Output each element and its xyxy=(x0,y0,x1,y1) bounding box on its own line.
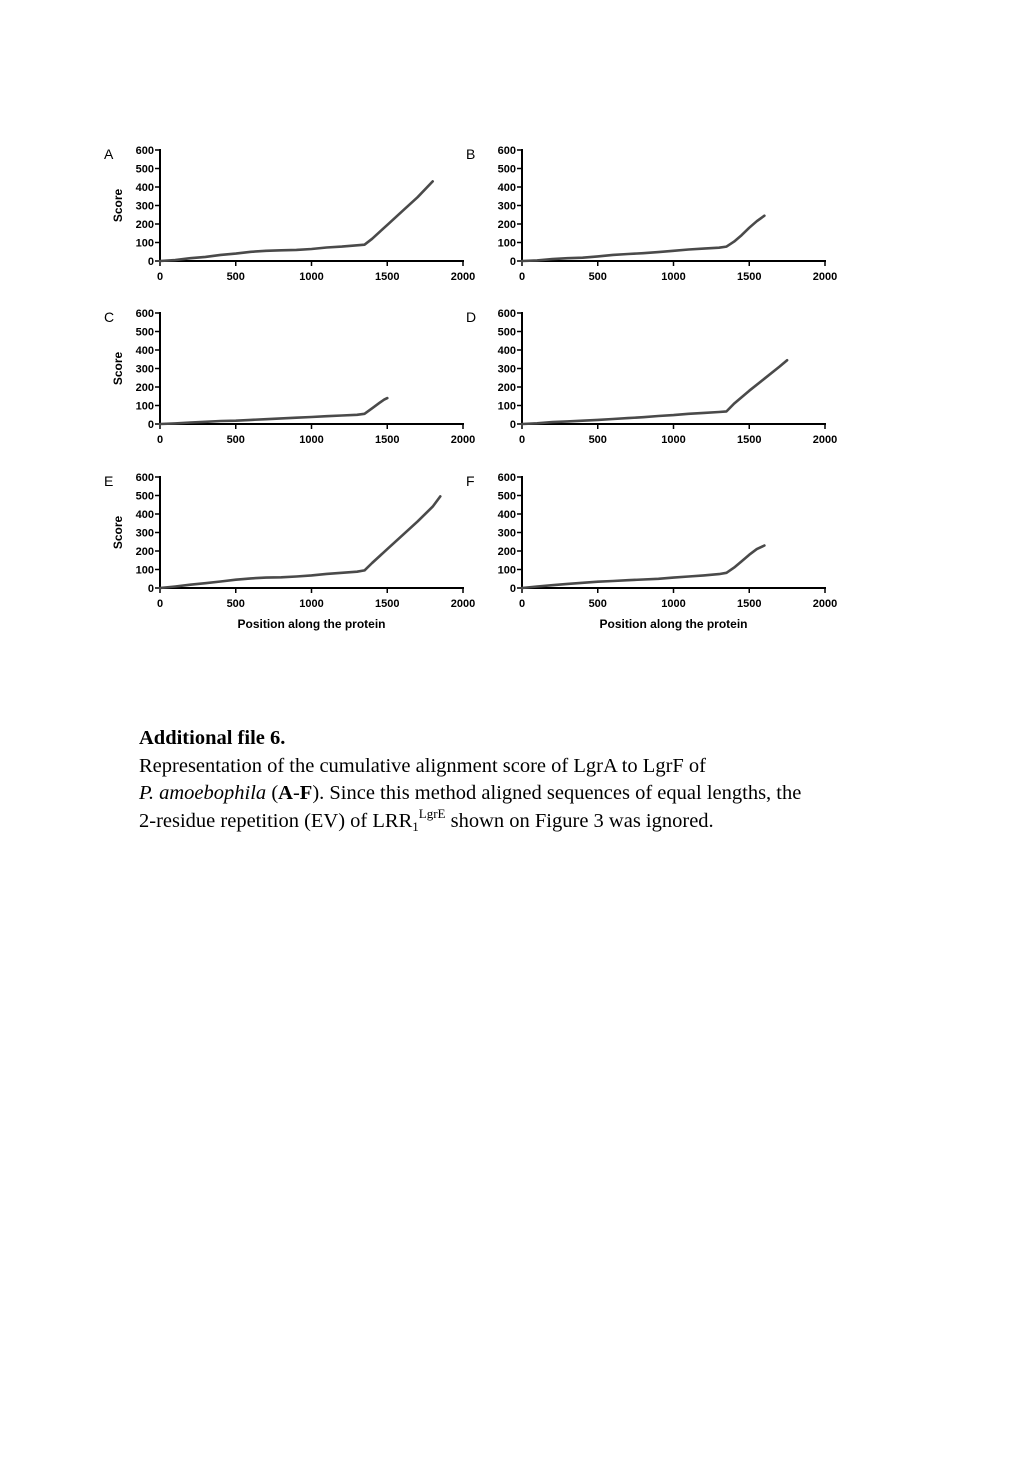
x-tick-label: 0 xyxy=(156,434,164,446)
panel-label: D xyxy=(466,309,477,325)
y-tick-label: 0 xyxy=(509,583,516,595)
y-tick-label: 100 xyxy=(497,400,516,413)
y-tick-label: 500 xyxy=(135,163,154,176)
y-tick-label: 600 xyxy=(497,472,516,484)
y-tick-label: 600 xyxy=(135,308,154,320)
x-tick-label: 1000 xyxy=(299,434,324,446)
y-tick-label: 600 xyxy=(497,308,516,320)
lrr-superscript: LgrE xyxy=(418,805,446,821)
x-tick-label: 500 xyxy=(588,271,607,283)
y-tick-label: 300 xyxy=(497,527,516,540)
x-tick-label: 1500 xyxy=(375,434,400,446)
y-tick-label: 300 xyxy=(497,200,516,213)
x-tick-label: 1500 xyxy=(375,598,400,610)
x-tick-label: 1500 xyxy=(737,271,762,283)
y-axis-title: Score xyxy=(111,515,125,550)
series-line xyxy=(522,546,764,589)
lrr-subscript: 1 xyxy=(412,818,419,834)
series-line xyxy=(522,216,764,261)
y-tick-label: 300 xyxy=(135,363,154,376)
y-tick-label: 100 xyxy=(497,237,516,250)
y-tick-label: 0 xyxy=(509,256,516,268)
x-tick-label: 2000 xyxy=(450,598,476,610)
chart-panel-a xyxy=(104,145,475,283)
y-tick-label: 300 xyxy=(135,200,154,213)
y-tick-label: 300 xyxy=(135,527,154,540)
y-tick-label: 100 xyxy=(135,564,154,577)
x-tick-label: 0 xyxy=(518,434,526,446)
figure-caption xyxy=(139,725,919,835)
y-tick-label: 600 xyxy=(135,472,154,484)
panel-label: F xyxy=(466,473,475,489)
chart-figure xyxy=(0,0,1024,660)
y-tick-label: 500 xyxy=(135,326,154,339)
y-tick-label: 200 xyxy=(497,219,516,231)
y-tick-label: 500 xyxy=(135,490,154,503)
x-tick-label: 0 xyxy=(518,271,526,283)
y-tick-label: 400 xyxy=(135,182,154,194)
y-tick-label: 400 xyxy=(497,509,516,521)
y-tick-label: 0 xyxy=(147,583,154,595)
y-tick-label: 100 xyxy=(497,564,516,577)
x-tick-label: 1500 xyxy=(737,434,762,446)
x-axis-title: Position along the protein xyxy=(237,617,386,631)
y-tick-label: 500 xyxy=(497,326,516,339)
series-line xyxy=(160,181,433,261)
y-tick-label: 200 xyxy=(135,546,154,558)
caption-line-1: Representation of the cumulative alignment score of LgrA to LgrF of xyxy=(139,754,707,777)
y-tick-label: 400 xyxy=(135,345,154,357)
y-tick-label: 400 xyxy=(497,345,516,357)
x-tick-label: 1000 xyxy=(299,598,324,610)
y-tick-label: 400 xyxy=(497,182,516,194)
panel-label: B xyxy=(466,146,476,162)
x-tick-label: 0 xyxy=(518,598,526,610)
y-tick-label: 300 xyxy=(497,363,516,376)
x-axis-title: Position along the protein xyxy=(599,617,748,631)
y-tick-label: 200 xyxy=(135,382,154,394)
x-tick-label: 1000 xyxy=(661,271,686,283)
panel-label: C xyxy=(104,309,115,325)
y-tick-label: 600 xyxy=(497,145,516,157)
x-tick-label: 2000 xyxy=(450,434,476,446)
y-tick-label: 100 xyxy=(135,400,154,413)
y-tick-label: 200 xyxy=(135,219,154,231)
y-tick-label: 200 xyxy=(497,546,516,558)
panel-range-end: F xyxy=(299,782,313,804)
x-tick-label: 1000 xyxy=(661,598,686,610)
x-tick-label: 500 xyxy=(588,598,607,610)
x-tick-label: 0 xyxy=(156,271,164,283)
panel-label: A xyxy=(104,146,114,162)
chart-panel-c xyxy=(104,308,475,446)
chart-panel-d xyxy=(466,308,837,446)
series-line xyxy=(160,398,387,424)
species-name: P. amoebophila xyxy=(139,782,267,804)
y-tick-label: 500 xyxy=(497,490,516,503)
panel-label: E xyxy=(104,473,114,489)
y-axis-title: Score xyxy=(111,351,125,386)
x-tick-label: 2000 xyxy=(450,271,476,283)
caption-line-2: P. amoebophila (A-F). Since this method aligned sequences of equal lengths, the xyxy=(139,782,802,804)
y-tick-label: 500 xyxy=(497,163,516,176)
caption-heading: Additional file 6. xyxy=(139,727,286,749)
caption-line-3: 2-residue repetition (EV) of $LRR_1^{LgrE}$ shown on Figure 3 was ignored. xyxy=(139,805,714,834)
y-tick-label: 600 xyxy=(135,145,154,157)
y-tick-label: 400 xyxy=(135,509,154,521)
y-tick-label: 100 xyxy=(135,237,154,250)
chart-panel-b xyxy=(466,145,837,283)
x-tick-label: 500 xyxy=(588,434,607,446)
chart-panel-f xyxy=(466,472,837,631)
y-tick-label: 0 xyxy=(147,419,154,431)
x-tick-label: 2000 xyxy=(812,598,838,610)
x-tick-label: 500 xyxy=(226,271,245,283)
y-tick-label: 0 xyxy=(509,419,516,431)
x-tick-label: 1000 xyxy=(299,271,324,283)
x-tick-label: 500 xyxy=(226,598,245,610)
y-tick-label: 200 xyxy=(497,382,516,394)
chart-panel-e xyxy=(104,472,475,631)
y-axis-title: Score xyxy=(111,188,125,223)
x-tick-label: 1000 xyxy=(661,434,686,446)
x-tick-label: 2000 xyxy=(812,271,838,283)
x-tick-label: 1500 xyxy=(737,598,762,610)
x-tick-label: 2000 xyxy=(812,434,838,446)
panel-range-start: A xyxy=(278,782,293,804)
x-tick-label: 500 xyxy=(226,434,245,446)
x-tick-label: 0 xyxy=(156,598,164,610)
series-line xyxy=(522,360,787,424)
series-line xyxy=(160,496,440,588)
y-tick-label: 0 xyxy=(147,256,154,268)
x-tick-label: 1500 xyxy=(375,271,400,283)
